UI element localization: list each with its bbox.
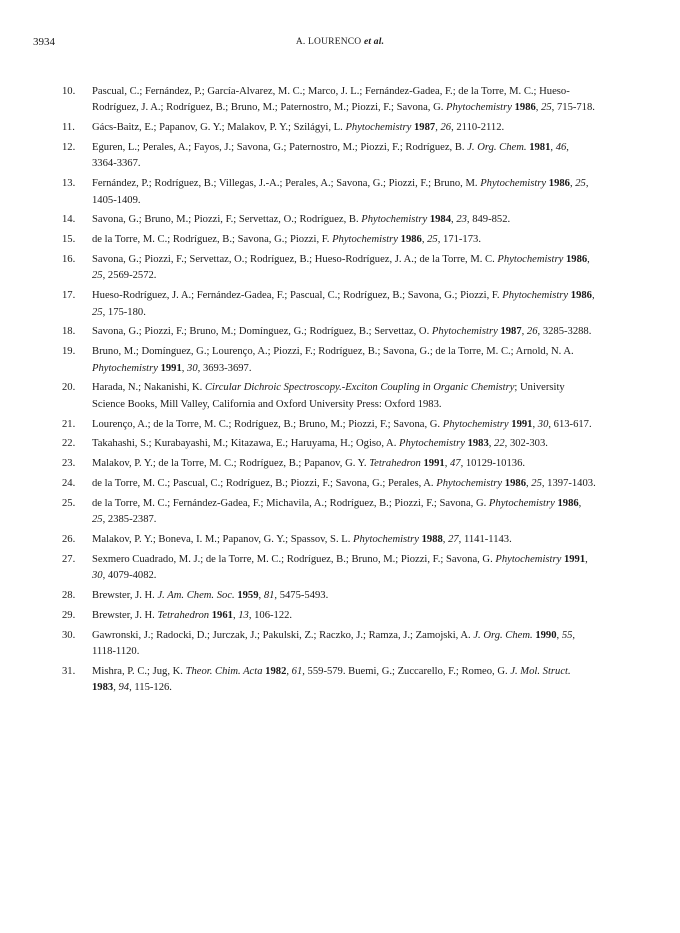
pub-year: 1984 xyxy=(429,214,452,226)
pub-year: 1986 xyxy=(548,178,570,190)
ref-segment: , 115-126. xyxy=(129,682,172,694)
reference-text xyxy=(92,232,596,248)
pub-year: 1991 xyxy=(160,362,182,374)
ref-segment: , 171-173. xyxy=(437,234,481,246)
ref-segment: , xyxy=(435,122,441,134)
ref-segment: , 1141-1143. xyxy=(458,534,512,545)
reference-item xyxy=(0,84,680,117)
ref-segment: , 106-122. xyxy=(248,609,293,621)
ref-segment: , 715-718. xyxy=(551,102,595,114)
journal-name: Phytochemistry xyxy=(353,534,419,545)
ref-segment: , xyxy=(451,214,457,226)
reference-item xyxy=(0,380,680,413)
reference-item xyxy=(0,176,680,209)
page-number: 3934 xyxy=(33,36,55,48)
ref-segment: de la Torre, M. C.; Rodríguez, B.; Savona, G.; Piozzi, F. xyxy=(92,234,333,246)
reference-text xyxy=(92,628,596,661)
volume: 25 xyxy=(575,178,586,190)
reference-number: 23. xyxy=(62,458,76,470)
ref-segment: , xyxy=(535,102,542,114)
pub-year: 1961 xyxy=(211,609,233,621)
journal-name: Circular Dichroic Spectroscopy.-Exciton Coupling in Organic Chemistry xyxy=(204,382,515,394)
ref-segment: Malakov, P. Y.; de la Torre, M. C.; Rodríguez, B.; Papanov, G. Y. xyxy=(92,458,370,470)
reference-number: 25. xyxy=(62,497,76,509)
reference-item xyxy=(0,476,680,492)
pub-year: 1991 xyxy=(563,553,586,565)
ref-segment: Hueso-Rodríguez, J. A.; Fernández-Gadea, F.; Pascual, C.; Rodríguez, B.; Savona, G.; Piozzi, F. xyxy=(92,290,503,302)
reference-text xyxy=(92,380,596,413)
ref-segment: Malakov, P. Y.; Boneva, I. M.; Papanov, G. Y.; Spassov, S. L. xyxy=(92,534,354,545)
ref-segment: Brewster, J. H. xyxy=(92,590,158,601)
ref-segment: , xyxy=(532,418,538,430)
ref-segment: , xyxy=(591,290,595,302)
volume: 25 xyxy=(92,270,103,282)
pub-year: 1987 xyxy=(500,326,522,338)
ref-segment: , 302-303. xyxy=(504,438,548,450)
ref-segment: , xyxy=(488,438,495,450)
reference-text xyxy=(92,496,596,529)
journal-name: Phytochemistry xyxy=(480,178,547,190)
volume: 81 xyxy=(263,590,275,601)
reference-text xyxy=(92,288,596,321)
reference-number: 15. xyxy=(62,234,76,246)
reference-text xyxy=(92,532,596,548)
reference-text xyxy=(92,140,596,173)
reference-item xyxy=(0,628,680,661)
ref-segment: , xyxy=(286,665,292,677)
reference-number: 24. xyxy=(62,478,76,489)
reference-item xyxy=(0,252,680,285)
reference-item xyxy=(0,344,680,377)
reference-item xyxy=(0,417,680,433)
reference-item xyxy=(0,608,680,624)
journal-name: Phytochemistry xyxy=(345,122,412,134)
pub-year: 1986 xyxy=(400,234,422,246)
journal-name: Phytochemistry xyxy=(436,478,503,489)
ref-segment: Pascual, C.; Fernández, P.; García-Alvarez, M. C.; Marco, J. L.; Fernández-Gadea, F.; de la Torre, M. C.; Hueso-Rodríguez, J. A.; Rodríguez, B.; Bruno, M.; Paternostro, M.; Piozzi, F.; Savona, G. xyxy=(92,86,570,114)
pub-year: 1981 xyxy=(529,142,551,153)
ref-segment: Gács-Baitz, E.; Papanov, G. Y.; Malakov, P. Y.; Szilágyi, L. xyxy=(92,122,346,134)
reference-text xyxy=(92,456,596,472)
volume: 61 xyxy=(291,665,303,677)
ref-segment: , xyxy=(181,362,188,374)
ref-segment: , 559-579. Buemi, G.; Zuccarello, F.; Romeo, G. xyxy=(302,665,511,677)
ref-segment: , xyxy=(258,590,264,601)
reference-item xyxy=(0,664,680,697)
pub-year: 1990 xyxy=(535,629,557,641)
ref-segment: , xyxy=(442,534,449,545)
reference-number: 27. xyxy=(62,553,76,565)
reference-number: 29. xyxy=(62,609,76,621)
pub-year: 1986 xyxy=(570,290,592,302)
ref-segment: , 1405-1409. xyxy=(92,178,589,206)
ref-segment: , 5475-5493. xyxy=(274,590,329,601)
ref-segment: , 2569-2572. xyxy=(102,270,157,282)
reference-text xyxy=(92,552,596,585)
reference-item xyxy=(0,456,680,472)
ref-segment: , 1118-1120. xyxy=(92,629,576,657)
pub-year: 1991 xyxy=(511,418,533,430)
pub-year: 1987 xyxy=(414,122,436,134)
volume: 30 xyxy=(92,570,103,582)
ref-segment: , xyxy=(521,326,527,338)
journal-name: Phytochemistry xyxy=(431,326,498,338)
reference-item xyxy=(0,496,680,529)
journal-name: J. Org. Chem. xyxy=(473,629,533,641)
reference-text xyxy=(92,84,596,117)
pub-year: 1986 xyxy=(514,102,536,114)
pub-year: 1986 xyxy=(565,254,588,265)
journal-name: Phytochemistry xyxy=(399,438,465,450)
volume: 13 xyxy=(238,609,249,621)
pub-year: 1983 xyxy=(467,438,489,450)
ref-segment: Harada, N.; Nakanishi, K. xyxy=(92,382,205,394)
reference-number: 20. xyxy=(62,382,76,394)
pub-year: 1982 xyxy=(265,665,287,677)
volume: 25 xyxy=(531,478,542,489)
reference-list xyxy=(0,84,680,700)
ref-segment: , 10129-10136. xyxy=(460,458,526,470)
reference-text xyxy=(92,436,596,452)
reference-item xyxy=(0,552,680,585)
reference-item xyxy=(0,120,680,136)
reference-number: 13. xyxy=(62,178,76,190)
reference-number: 30. xyxy=(62,629,76,641)
reference-number: 12. xyxy=(62,142,76,153)
running-head xyxy=(0,37,680,47)
reference-number: 28. xyxy=(62,590,76,601)
journal-name: Phytochemistry xyxy=(361,214,428,226)
reference-number: 31. xyxy=(62,665,76,677)
journal-name: Tetrahedron xyxy=(157,609,210,621)
ref-segment: Savona, G.; Piozzi, F.; Bruno, M.; Domínguez, G.; Rodríguez, B.; Servettaz, O. xyxy=(92,326,432,338)
journal-name: J. Am. Chem. Soc. xyxy=(157,590,235,601)
journal-name: Phytochemistry xyxy=(495,553,562,565)
page-header xyxy=(0,36,680,52)
ref-segment: Brewster, J. H. xyxy=(92,609,158,621)
ref-segment: , 3364-3367. xyxy=(92,142,569,170)
running-head-authors: A. LOURENCO xyxy=(295,37,362,47)
ref-segment: Eguren, L.; Perales, A.; Fayos, J.; Savona, G.; Paternostro, M.; Piozzi, F.; Rodríguez, B. xyxy=(92,142,468,153)
journal-name: Phytochemistry xyxy=(497,254,564,265)
reference-text xyxy=(92,176,596,209)
volume: 30 xyxy=(187,362,198,374)
volume: 22 xyxy=(494,438,505,450)
reference-item xyxy=(0,588,680,604)
reference-number: 17. xyxy=(62,290,76,302)
reference-text xyxy=(92,120,596,136)
pub-year: 1983 xyxy=(92,682,114,694)
ref-segment: , xyxy=(569,178,576,190)
journal-name: Theor. Chim. Acta xyxy=(185,665,263,677)
journal-name: Phytochemistry xyxy=(442,418,509,430)
ref-segment: , 2110-2112. xyxy=(451,122,505,134)
reference-text xyxy=(92,588,596,604)
ref-segment: , 4079-4082. xyxy=(102,570,157,582)
journal-name: Phytochemistry xyxy=(92,362,158,374)
ref-segment: , xyxy=(113,682,119,694)
volume: 30 xyxy=(537,418,549,430)
journal-name: Phytochemistry xyxy=(332,234,398,246)
ref-segment: , xyxy=(556,629,562,641)
reference-text xyxy=(92,324,596,340)
reference-text xyxy=(92,212,596,228)
reference-number: 22. xyxy=(62,438,76,450)
volume: 23 xyxy=(456,214,467,226)
ref-segment: , 175-180. xyxy=(102,306,146,318)
journal-name: J. Mol. Struct. xyxy=(510,665,571,677)
volume: 94 xyxy=(118,682,130,694)
ref-segment: , xyxy=(550,142,556,153)
volume: 46 xyxy=(555,142,567,153)
journal-name: Phytochemistry xyxy=(488,497,555,509)
journal-name: J. Org. Chem. xyxy=(467,142,527,153)
reference-text xyxy=(92,664,596,697)
reference-number: 21. xyxy=(62,418,76,430)
running-head-et-al: et al. xyxy=(363,37,385,47)
reference-number: 18. xyxy=(62,326,76,338)
ref-segment: Lourenço, A.; de la Torre, M. C.; Rodríguez, B.; Bruno, M.; Piozzi, F.; Savona, G. xyxy=(92,418,443,430)
reference-item xyxy=(0,212,680,228)
reference-text xyxy=(92,476,596,492)
ref-segment: , 3285-3288. xyxy=(537,326,592,338)
volume: 25 xyxy=(427,234,438,246)
reference-item xyxy=(0,288,680,321)
ref-segment: , xyxy=(587,254,590,265)
volume: 25 xyxy=(541,102,552,114)
journal-name: Tetrahedron xyxy=(369,458,421,470)
journal-name: Phytochemistry xyxy=(502,290,569,302)
volume: 55 xyxy=(561,629,573,641)
ref-segment: Fernández, P.; Rodríguez, B.; Villegas, J.-A.; Perales, A.; Savona, G.; Piozzi, F.; Bruno, M. xyxy=(92,178,481,190)
ref-segment: , xyxy=(232,609,239,621)
pub-year: 1986 xyxy=(504,478,526,489)
ref-segment: , 613-617. xyxy=(548,418,592,430)
ref-segment: , xyxy=(525,478,532,489)
volume: 25 xyxy=(92,306,103,318)
volume: 26 xyxy=(526,326,538,338)
ref-segment: , 1397-1403. xyxy=(541,478,596,489)
reference-number: 11. xyxy=(62,122,75,134)
ref-segment: , 849-852. xyxy=(466,214,511,226)
pub-year: 1991 xyxy=(423,458,445,470)
reference-number: 19. xyxy=(62,346,76,358)
reference-number: 16. xyxy=(62,254,76,265)
journal-name: Phytochemistry xyxy=(446,102,512,114)
reference-item xyxy=(0,532,680,548)
reference-number: 26. xyxy=(62,534,76,545)
ref-segment: , xyxy=(444,458,450,470)
volume: 47 xyxy=(449,458,461,470)
ref-segment: , xyxy=(421,234,428,246)
ref-segment: Sexmero Cuadrado, M. J.; de la Torre, M. C.; Rodríguez, B.; Bruno, M.; Piozzi, F.; Savona, G. xyxy=(92,553,496,565)
ref-segment: , 2385-2387. xyxy=(102,514,157,526)
reference-text xyxy=(92,252,596,285)
reference-item xyxy=(0,140,680,173)
reference-item xyxy=(0,436,680,452)
volume: 27 xyxy=(448,534,459,545)
reference-number: 14. xyxy=(62,214,76,226)
ref-segment: , xyxy=(578,497,582,509)
ref-segment: Gawronski, J.; Radocki, D.; Jurczak, J.; Pakulski, Z.; Raczko, J.; Ramza, J.; Zamojski, A. xyxy=(92,629,474,641)
reference-text xyxy=(92,344,596,377)
reference-item xyxy=(0,232,680,248)
pub-year: 1959 xyxy=(237,590,259,601)
ref-segment: ; University Science Books, Mill Valley, California and Oxford University Press: Oxford 1983. xyxy=(92,382,565,410)
volume: 25 xyxy=(92,514,103,526)
pub-year: 1988 xyxy=(421,534,443,545)
ref-segment: de la Torre, M. C.; Pascual, C.; Rodríguez, B.; Piozzi, F.; Savona, G.; Perales, A. xyxy=(92,478,437,489)
reference-text xyxy=(92,608,596,624)
ref-segment: Bruno, M.; Domínguez, G.; Lourenço, A.; Piozzi, F.; Rodríguez, B.; Savona, G.; de la Torre, M. C.; Arnold, N. A. xyxy=(92,346,574,358)
reference-number: 10. xyxy=(62,86,76,97)
pub-year: 1986 xyxy=(557,497,579,509)
ref-segment: Takahashi, S.; Kurabayashi, M.; Kitazawa, E.; Haruyama, H.; Ogiso, A. xyxy=(92,438,399,450)
ref-segment: Savona, G.; Bruno, M.; Piozzi, F.; Servettaz, O.; Rodríguez, B. xyxy=(92,214,362,226)
reference-text xyxy=(92,417,596,433)
ref-segment: Mishra, P. C.; Jug, K. xyxy=(92,665,186,677)
ref-segment: de la Torre, M. C.; Fernández-Gadea, F.; Michavila, A.; Rodríguez, B.; Piozzi, F.; Savona, G. xyxy=(92,497,489,509)
ref-segment: Savona, G.; Piozzi, F.; Servettaz, O.; Rodríguez, B.; Hueso-Rodríguez, J. A.; de la Torre, M. C. xyxy=(92,254,498,265)
reference-item xyxy=(0,324,680,340)
ref-segment: , 3693-3697. xyxy=(197,362,252,374)
volume: 26 xyxy=(440,122,452,134)
ref-segment: , xyxy=(585,553,588,565)
